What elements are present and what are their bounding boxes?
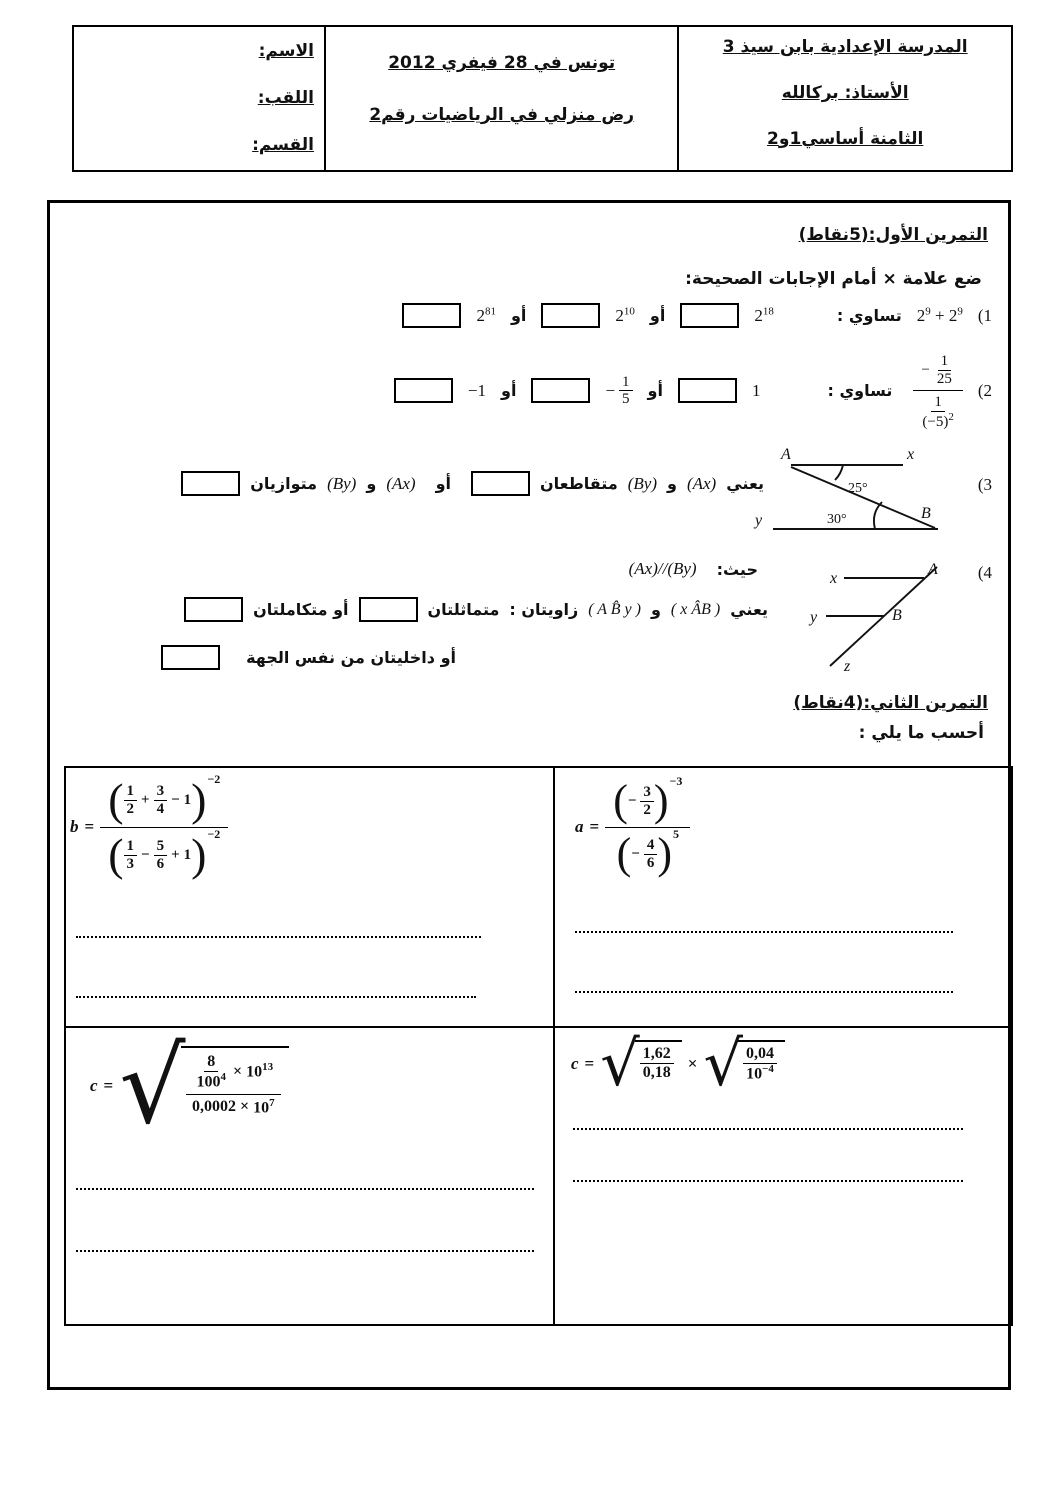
- q2-option-3-checkbox[interactable]: [394, 378, 453, 403]
- var-b: b: [70, 816, 79, 836]
- q2-options: [394, 374, 761, 408]
- radical-expression: √ $\frac{1,62}{0,18}$: [600, 1040, 682, 1088]
- formula-b-cell: [66, 768, 553, 1026]
- q3-intersecting-label: متقاطعان: [540, 474, 618, 493]
- q1-option-3-checkbox[interactable]: [402, 303, 461, 328]
- student-info-cell: [74, 27, 326, 170]
- or-label: أو: [510, 306, 527, 325]
- q2-option-1: 1: [751, 380, 761, 400]
- q3-option-2-checkbox[interactable]: [181, 471, 240, 496]
- q4-angle-1: ( x ÂB ): [670, 600, 721, 618]
- radical-sign: √: [600, 1027, 640, 1100]
- answer-line[interactable]: [575, 931, 953, 933]
- school-name: المدرسة الإعدادية بابن سيذ 3: [722, 37, 968, 57]
- formula-c2: [571, 1027, 785, 1100]
- formula-c1: [90, 1025, 289, 1147]
- q1-options: [402, 303, 773, 328]
- exercise2-title: التمرين الثاني:(4نقاط): [793, 693, 988, 713]
- q4-option-3-label: أو داخليتان من نفس الجهة: [246, 648, 456, 667]
- exercise1-title: التمرين الأول:(5نقاط): [798, 225, 988, 245]
- q2-option-2-checkbox[interactable]: [531, 378, 590, 403]
- label-y: y: [810, 609, 818, 626]
- label-A: A: [781, 446, 791, 463]
- q2-expression: − $\frac{1}{25}$ 1 $(-5)^2$: [913, 351, 962, 430]
- q4-option-3-checkbox[interactable]: [161, 645, 220, 670]
- paren: (: [613, 776, 628, 825]
- q2-number: (2: [977, 380, 992, 400]
- and-label: و: [650, 600, 661, 619]
- formula-b: b = ( 1 2 + $\frac{3}{4}$ − 1 ) $^{-2}$ ( 1 3 − $\frac{5}{6}$ + 1 ) $^{-2}$: [70, 774, 228, 879]
- formula-a-cell: [553, 768, 1011, 1026]
- question-3-text: [181, 471, 764, 496]
- exercise1-instruction: ضع علامة × أمام الإجابات الصحيحة:: [685, 269, 982, 289]
- q1-option-1: $2^{18}$: [754, 304, 774, 325]
- q1-option-2: $2^{10}$: [615, 304, 635, 325]
- paren: ): [191, 829, 207, 880]
- question-4-line1: [629, 559, 758, 579]
- paren: (: [108, 774, 124, 825]
- q2-option-1-checkbox[interactable]: [678, 378, 737, 403]
- times-sign: ×: [687, 1054, 698, 1073]
- or-label: أو: [435, 474, 452, 493]
- q2-option-2: − $\frac{1}{5}$: [605, 374, 632, 408]
- equals-sign: =: [84, 816, 95, 836]
- label-B: B: [892, 607, 902, 624]
- answers-table: [64, 766, 1013, 1326]
- worksheet-body: [47, 200, 1011, 1390]
- or-label: أو: [501, 381, 517, 400]
- doc-title: رض منزلي في الرياضيات رقم2: [369, 105, 635, 125]
- q3-parallel-label: متوازيان: [250, 474, 318, 493]
- label-y: y: [755, 512, 763, 529]
- label-z: z: [844, 658, 851, 675]
- question-4-line3: [161, 645, 456, 670]
- q4-number: (4: [977, 563, 992, 582]
- class-label: القسم:: [252, 135, 314, 155]
- teacher-name: الأستاذ: بركالله: [781, 83, 909, 103]
- or-label: أو: [647, 381, 663, 400]
- q4-where-label: حيث:: [716, 559, 758, 579]
- label-B: B: [921, 505, 931, 522]
- q4-option-2-checkbox[interactable]: [184, 597, 243, 622]
- q4-two-angles-label: زاويتان :: [509, 600, 579, 619]
- q1-option-1-checkbox[interactable]: [680, 303, 739, 328]
- q4-parallel-expression: (Ax)//(By): [628, 559, 697, 578]
- angle-30: 30°: [827, 512, 847, 527]
- or-label: أو: [649, 306, 666, 325]
- surname-label: اللقب:: [257, 88, 314, 108]
- angle-25: 25°: [848, 481, 868, 496]
- question-4-line2: [184, 597, 768, 622]
- formula-c2-cell: [553, 1026, 1011, 1324]
- question-2: [394, 351, 992, 430]
- formula-a: a = ( − $\frac{3}{2}$ ) $^{-3}$ ( − $\frac{4}{6}$ ) $^5$: [575, 776, 690, 877]
- radical-sign: √: [703, 1027, 743, 1100]
- var-a: a: [575, 816, 584, 836]
- equals-sign: =: [589, 816, 600, 836]
- var-c: c: [90, 1076, 98, 1095]
- q4-angle-2: ( A B̂ y ): [588, 600, 641, 618]
- date-title-cell: [326, 27, 679, 170]
- equals-sign: =: [103, 1076, 114, 1095]
- answer-line[interactable]: [573, 1128, 963, 1130]
- q2-equals-label: تساوي :: [827, 381, 893, 400]
- q2-option-3: −1: [467, 380, 487, 400]
- q3-means-label: يعني: [726, 474, 764, 493]
- q4-means-label: يعني: [730, 600, 768, 619]
- q3-by2: (By): [327, 473, 357, 493]
- header-table: [72, 25, 1013, 172]
- label-x: x: [830, 570, 838, 587]
- q1-option-3: $2^{81}$: [476, 304, 496, 325]
- paren: (: [108, 829, 124, 880]
- school-info-cell: [679, 27, 1011, 170]
- paren: ): [191, 774, 207, 825]
- and-label: و: [366, 474, 377, 493]
- var-c: c: [571, 1054, 579, 1073]
- equals-sign: =: [584, 1054, 595, 1073]
- paren: ): [653, 776, 669, 825]
- q4-option-2-label: أو متكاملتان: [253, 600, 349, 619]
- q3-by: (By): [627, 473, 658, 493]
- q4-diagram: [800, 553, 965, 675]
- date-line: تونس في 28 فيفري 2012: [388, 53, 616, 73]
- and-label: و: [667, 474, 677, 493]
- question-1: [402, 303, 992, 328]
- answer-line[interactable]: [575, 991, 953, 993]
- label-A: A: [928, 561, 938, 578]
- label-x: x: [907, 446, 915, 463]
- answer-line[interactable]: [76, 1250, 534, 1252]
- radical-sign: √: [119, 1025, 186, 1147]
- answer-line[interactable]: [76, 996, 476, 998]
- formula-c1-cell: [66, 1026, 553, 1324]
- paren: (: [616, 829, 632, 878]
- answer-line[interactable]: [76, 1188, 534, 1190]
- exercise2-instruction: أحسب ما يلي :: [858, 723, 984, 743]
- q3-number: (3: [977, 475, 992, 494]
- q1-number: (1: [977, 305, 992, 325]
- q4-option-1-checkbox[interactable]: [359, 597, 418, 622]
- paren: ): [657, 829, 672, 878]
- q3-ax: (Ax): [686, 473, 717, 493]
- q3-diagram: [745, 443, 957, 545]
- q1-option-2-checkbox[interactable]: [541, 303, 600, 328]
- radical-expression: √ $\frac{8}{100^4}$ × $10^{13}$ 0,0002 × $10^7$: [119, 1046, 289, 1126]
- q1-equals-label: تساوي :: [836, 306, 902, 325]
- name-label: الاسم:: [258, 41, 314, 61]
- q4-option-1-label: متماثلتان: [427, 600, 500, 619]
- answer-line[interactable]: [76, 936, 481, 938]
- radical-expression: √ $\frac{0,04}{10^{-4}}$: [703, 1040, 785, 1088]
- q3-option-1-checkbox[interactable]: [471, 471, 530, 496]
- q1-expression: $2^9 + 2^9$: [916, 304, 963, 325]
- answer-line[interactable]: [573, 1180, 963, 1182]
- grade-line: الثامنة أساسي1و2: [767, 129, 924, 149]
- q3-ax2: (Ax): [386, 473, 416, 493]
